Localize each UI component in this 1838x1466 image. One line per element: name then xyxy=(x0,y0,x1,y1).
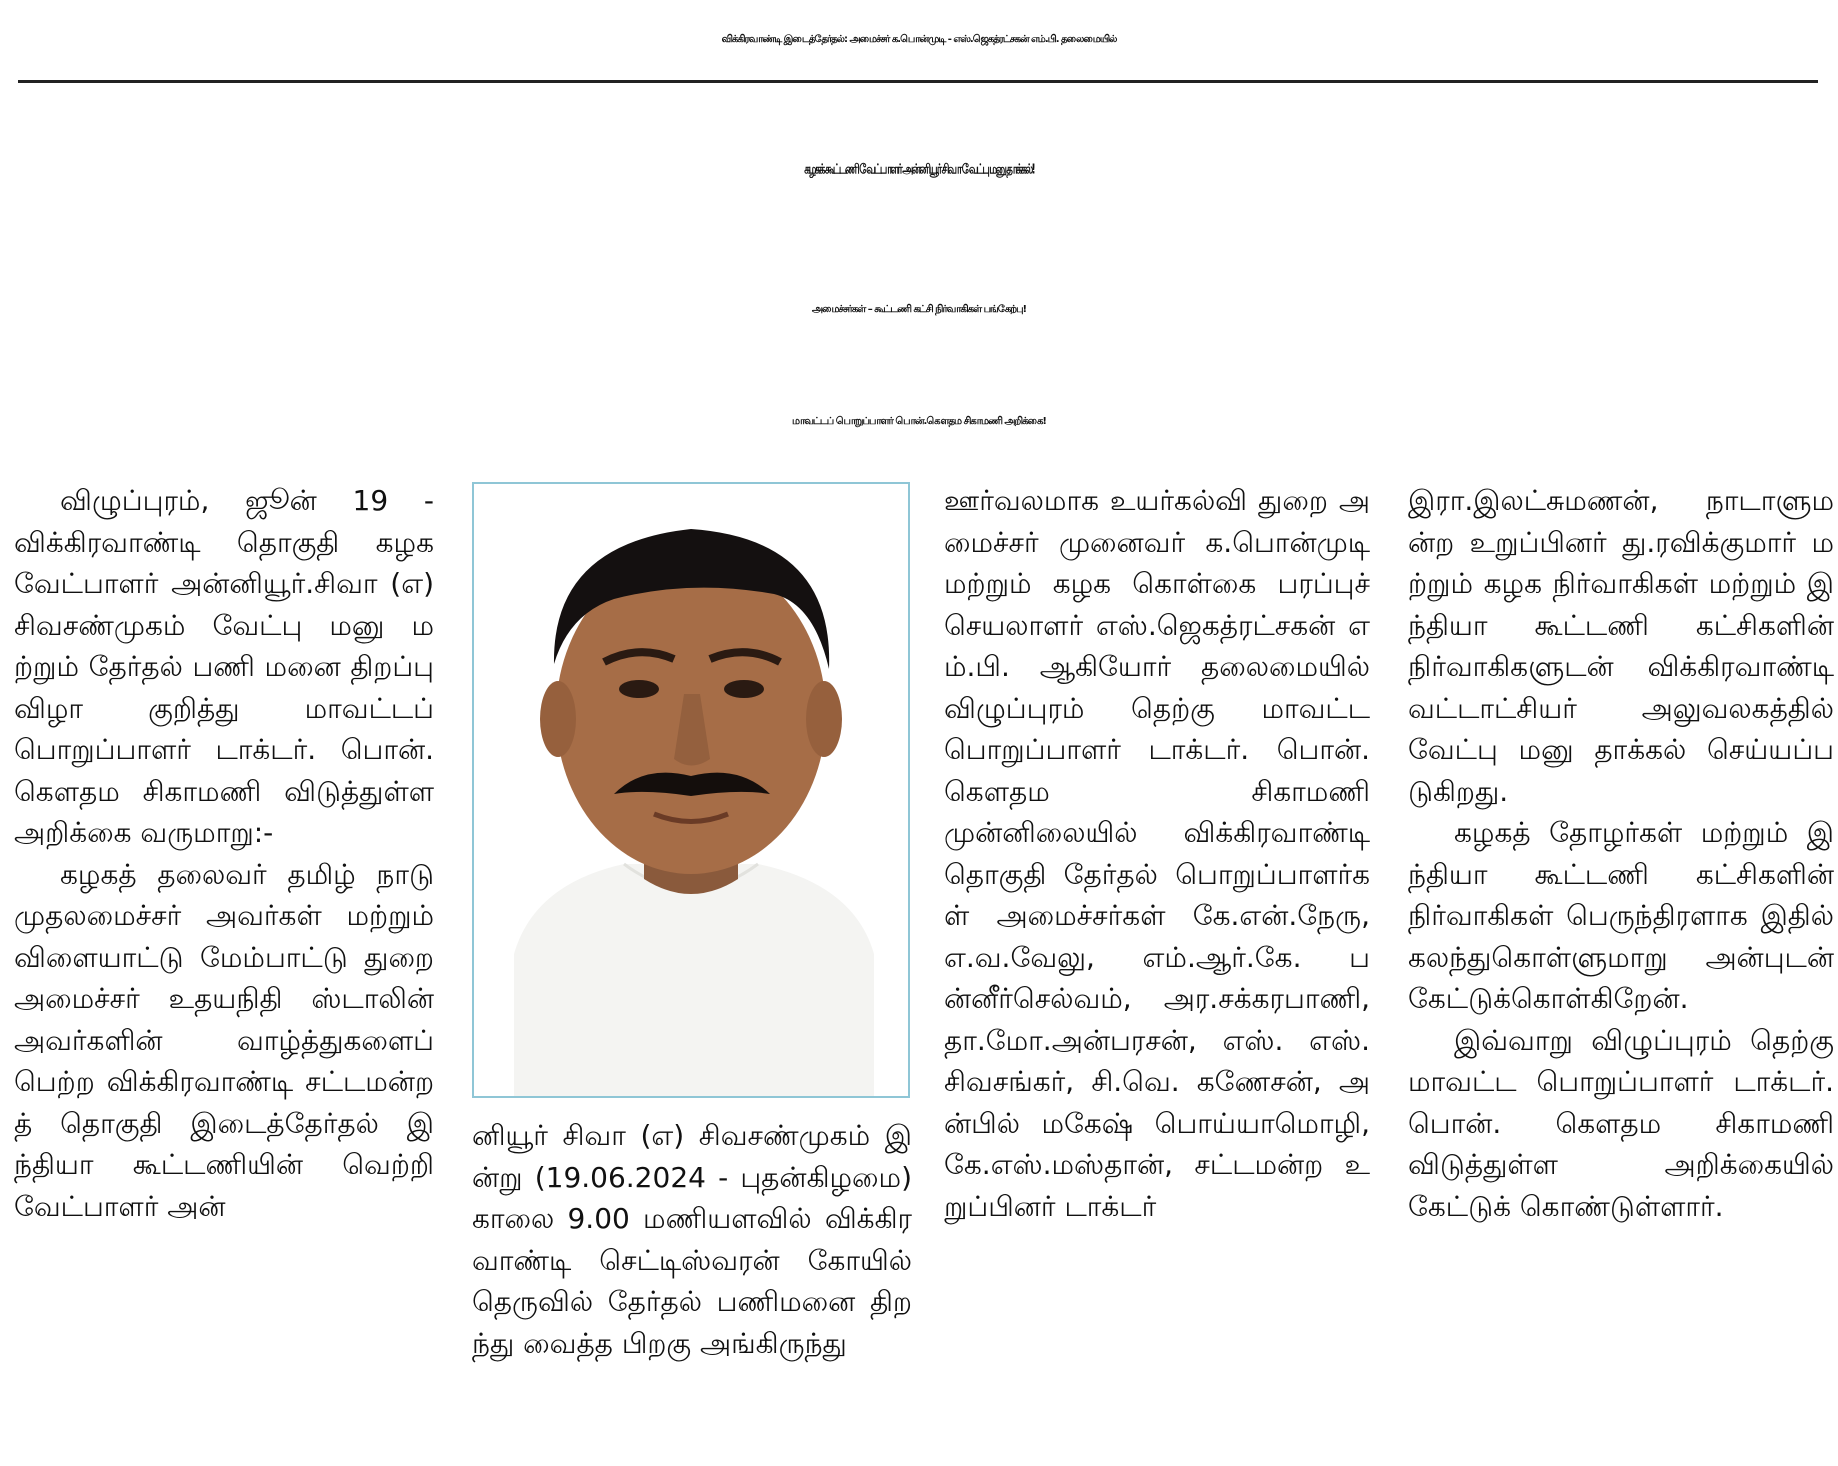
paragraph: கழகத் தலைவர் தமிழ் நாடு முதலமைச்சர் அவர்கள் மற்றும் விளையாட்டு மேம்பாட்டு துறை அமைச்சர் உதயநிதி ஸ்டாலின் அவர்களின் வாழ்த்துகளைப் பெற்ற விக்கிரவாண்டி சட்டமன்றத் தொகுதி இடைத்தேர்தல் இந்தியா கூட்டணியின் வெற்றி வேட்பாளர் அன் xyxy=(14,857,434,1223)
paragraph: ஊர்வலமாக உயர்கல்வி துறை அமைச்சர் முனைவர் க.பொன்முடி மற்றும் கழக கொள்கை பரப்புச் செயலாளர் எஸ்.ஜெகத்ரட்சகன் எம்.பி. ஆகியோர் தலைமையில் விழுப்புரம் தெற்கு மாவட்ட பொறுப்பாளர் டாக்டர். பொன்.கௌதம சிகாமணி முன்னிலையில் விக்கிரவாண்டி தொகுதி தேர்தல் பொறுப்பாளர்கள் அமைச்சர்கள் கே.என்.நேரு, எ.வ.வேலு, எம்.ஆர்.கே. பன்னீர்செல்வம், அர.சக்கரபாணி, தா.மோ.அன்பரசன், எஸ். எஸ்.சிவசங்கர், சி.வெ. கணேசன், அன்பில் மகேஷ் பொய்யாமொழி, கே.எஸ்.மஸ்தான், சட்டமன்ற உறுப்பினர் டாக்டர் xyxy=(944,484,1370,1223)
article-column-3 xyxy=(944,480,1370,1460)
article-column-2 xyxy=(472,1115,912,1460)
main-headline: கழகக் கூட்டணி வேட்பாளர் அன்னியூர் சிவா வேட்பு மனு தாக்கல்! xyxy=(804,162,1034,178)
paragraph: விழுப்புரம், ஜூன் 19 - விக்கிரவாண்டி தொகுதி கழக வேட்பாளர் அன்னியூர்.சிவா (எ) சிவசண்முகம் வேட்பு மனு மற்றும் தேர்தல் பணி மனை திறப்பு விழா குறித்து மாவட்டப் பொறுப்பாளர் டாக்டர். பொன்.கௌதம சிகாமணி விடுத்துள்ள அறிக்கை வருமாறு:- xyxy=(14,484,434,849)
kicker-line: விக்கிரவாண்டி இடைத்தேர்தல்: அமைச்சர் க.பொன்முடி - எஸ்.ஜெகத்ரட்சகன் எம்.பி. தலைமையில் xyxy=(721,34,1117,45)
paragraph: னியூர் சிவா (எ) சிவசண்முகம் இன்று (19.06.2024 - புதன்கிழமை) காலை 9.00 மணியளவில் விக்கிரவாண்டி செட்டிஸ்வரன் கோயில் தெருவில் தேர்தல் பணிமனை திறந்து வைத்த பிறகு அங்கிருந்து xyxy=(472,1119,912,1360)
subheadline-1: அமைச்சர்கள் – கூட்டணி கட்சி நிர்வாகிகள் பங்கேற்பு! xyxy=(811,304,1027,315)
article-column-1 xyxy=(14,480,434,1460)
subheadline-2: மாவட்டப் பொறுப்பாளர் பொன்.கௌதம சிகாமணி அறிக்கை! xyxy=(792,416,1046,427)
portrait-photo-icon xyxy=(472,482,910,1098)
paragraph: இரா.இலட்சுமணன், நாடாளுமன்ற உறுப்பினர் து.ரவிக்குமார் மற்றும் கழக நிர்வாகிகள் மற்றும் இந்தியா கூட்டணி கட்சிகளின் நிர்வாகிகளுடன் விக்கிரவாண்டி வட்டாட்சியர் அலுவலகத்தில் வேட்பு மனு தாக்கல் செய்யப்படுகிறது. xyxy=(1408,484,1834,808)
paragraph: கழகத் தோழர்கள் மற்றும் இந்தியா கூட்டணி கட்சிகளின் நிர்வாகிகள் பெருந்திரளாக இதில் கலந்துகொள்ளுமாறு அன்புடன் கேட்டுக்கொள்கிறேன். xyxy=(1408,816,1834,1015)
paragraph: இவ்வாறு விழுப்புரம் தெற்கு மாவட்ட பொறுப்பாளர் டாக்டர். பொன். கௌதம சிகாமணி விடுத்துள்ள அறிக்கையில் கேட்டுக் கொண்டுள்ளார். xyxy=(1408,1023,1834,1223)
portrait-illustration xyxy=(474,484,908,1096)
article-column-4 xyxy=(1408,480,1834,1460)
